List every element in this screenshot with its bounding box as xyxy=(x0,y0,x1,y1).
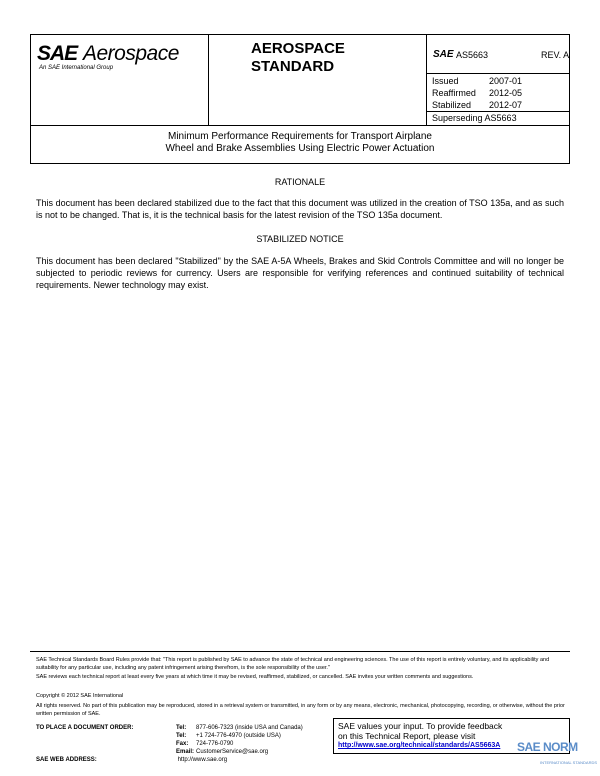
web-address-label: SAE WEB ADDRESS: xyxy=(36,757,97,763)
sae-logo-text: SAE xyxy=(37,42,78,65)
watermark-logo: SAE NORM xyxy=(517,740,578,754)
stabilized-notice-text: This document has been declared "Stabilized" by the SAE A-5A Wheels, Brakes and Skid Controls Committee and will no longer be subjected to periodic reviews for currency. Users are responsible for verifying references and continued suitability of technical requirements. Newer technology may exist. xyxy=(36,256,564,290)
footer-divider xyxy=(30,651,570,652)
feedback-line-1: SAE values your input. To provide feedback xyxy=(338,721,503,731)
contact-key: Email: xyxy=(176,749,195,755)
date-label: Reaffirmed xyxy=(432,88,476,98)
superseding-note: Superseding AS5663 xyxy=(427,111,570,123)
fine-print-review: SAE reviews each technical report at least every five years at which time it may be revised, reaffirmed, stabilized, or cancelled. SAE invites your written comments and suggestions. xyxy=(36,674,474,680)
order-label: TO PLACE A DOCUMENT ORDER: xyxy=(36,725,134,731)
standard-title xyxy=(251,40,345,76)
document-number: AS5663 xyxy=(456,50,489,60)
rationale-heading: RATIONALE xyxy=(274,177,326,187)
rationale-text: This document has been declared stabilized due to the fact that this document was utilized in the creation of TSO 135a, and as such is not to be changed. That is, it is the technical basis for the latest revision of the TSO 135a document. xyxy=(36,198,564,220)
web-address-link[interactable]: http://www.sae.org xyxy=(177,757,228,763)
contact-row xyxy=(36,748,356,756)
copyright-notice: Copyright © 2012 SAE International xyxy=(36,693,124,699)
contact-key: Fax: xyxy=(176,741,189,747)
date-value: 2007-01 xyxy=(489,76,523,86)
contact-row xyxy=(36,724,356,732)
logo-subtitle: An SAE International Group xyxy=(39,65,114,71)
date-value: 2012-07 xyxy=(489,100,523,110)
date-label: Issued xyxy=(432,76,459,86)
header-box xyxy=(30,34,570,126)
date-value: 2012-05 xyxy=(489,88,523,98)
standard-title-line-1: AEROSPACE xyxy=(251,40,345,57)
contact-row xyxy=(36,732,356,740)
document-title-line-2: Wheel and Brake Assemblies Using Electric Power Actuation xyxy=(165,143,435,154)
watermark-subtitle: INTERNATIONAL STANDARDS xyxy=(540,760,598,765)
logo-cell xyxy=(31,35,208,125)
contact-row xyxy=(36,740,356,748)
date-row-stabilized xyxy=(432,99,522,111)
aerospace-logo-text: Aerospace xyxy=(83,42,179,65)
date-list xyxy=(432,75,522,111)
feedback-link[interactable]: http://www.sae.org/technical/standards/AS5663A xyxy=(338,742,501,749)
stabilized-notice-heading: STABILIZED NOTICE xyxy=(256,234,344,244)
document-title-box xyxy=(30,126,570,164)
document-number-row xyxy=(427,35,570,74)
contact-value: +1 724-776-4970 (outside USA) xyxy=(196,733,281,739)
web-address-row xyxy=(36,757,227,763)
date-label: Stabilized xyxy=(432,100,472,110)
contact-key: Tel: xyxy=(176,733,187,739)
date-row-issued xyxy=(432,75,522,87)
contact-key: Tel: xyxy=(176,725,187,731)
sae-mark: SAE xyxy=(433,49,454,60)
feedback-line-2: on this Technical Report, please visit xyxy=(338,731,476,741)
fine-print-rules: SAE Technical Standards Board Rules provide that: "This report is published by SAE to advance the state of technical and engineering sciences. The use of this report is entirely voluntary, and its applicability and suitability for any particular use, including any patent infringement arising therefrom, is the sole responsibility of the user." xyxy=(36,657,550,671)
order-contact-block xyxy=(36,724,356,756)
contact-value: 877-606-7323 (inside USA and Canada) xyxy=(196,725,303,731)
contact-email[interactable]: CustomerService@sae.org xyxy=(196,749,269,755)
contact-value: 724-776-0790 xyxy=(196,741,234,747)
standard-title-cell xyxy=(208,35,427,125)
date-row-reaffirmed xyxy=(432,87,522,99)
document-info-cell xyxy=(426,35,571,125)
revision-label: REV. A xyxy=(541,50,570,60)
document-title-line-1: Minimum Performance Requirements for Transport Airplane xyxy=(168,131,432,142)
standard-title-line-2: STANDARD xyxy=(251,58,335,75)
rights-notice: All rights reserved. No part of this publication may be reproduced, stored in a retrieval system or transmitted, in any form or by any means, electronic, mechanical, photocopying, recording, or otherwise, without the prior written permission of SAE. xyxy=(36,703,565,717)
